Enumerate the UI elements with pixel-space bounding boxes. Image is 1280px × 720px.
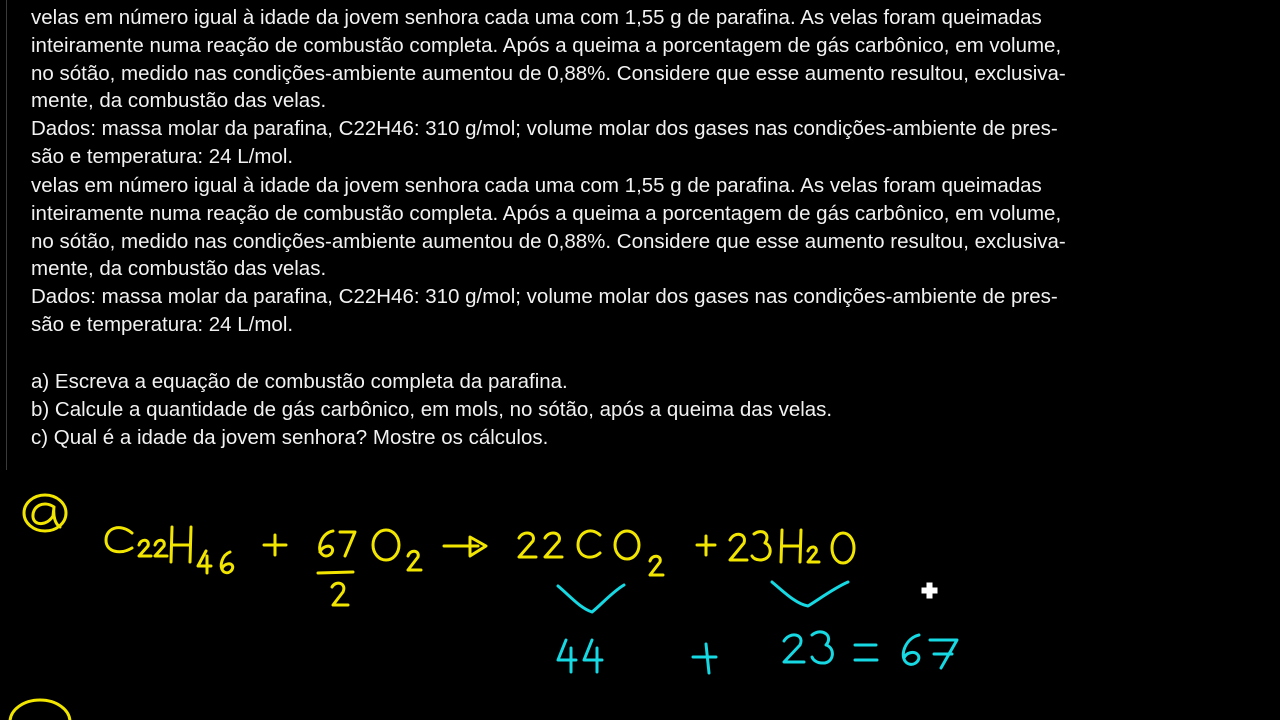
bracket-h2o [772, 582, 848, 606]
text-line: Dados: massa molar da parafina, C22H46: 310 g/mol; volume molar dos gases nas condições-ambiente de pres- [31, 117, 1058, 141]
text-line: mente, da combustão das velas. [31, 257, 327, 281]
handwritten-oxygen-term [318, 530, 421, 605]
text-line: são e temperatura: 24 L/mol. [31, 144, 294, 168]
question-b: b) Calcule a quantidade de gás carbônico, em mols, no sótão, após a queima das velas. [31, 397, 833, 421]
handwritten-label-a [24, 495, 66, 531]
bracket-co2 [558, 585, 624, 612]
text-line: mente, da combustão das velas. [31, 89, 327, 113]
text-line: Dados: massa molar da parafina, C22H46: 310 g/mol; volume molar dos gases nas condições-ambiente de pres- [31, 285, 1058, 309]
text-line: no sótão, medido nas condições-ambiente aumentou de 0,88%. Considere que esse aumento resultou, exclusiva- [31, 229, 1066, 253]
handwritten-label-b [10, 700, 70, 720]
handwritten-c22h46 [106, 527, 233, 573]
text-line: velas em número igual à idade da jovem senhora cada uma com 1,55 g de parafina. As velas foram queimadas [31, 174, 1042, 197]
handwritten-23h2o [697, 530, 854, 563]
handwritten-reaction-arrow [444, 537, 486, 556]
handwritten-22co2 [519, 531, 663, 575]
handwritten-sum [558, 632, 957, 673]
handwritten-plus [264, 535, 286, 555]
text-line: inteiramente numa reação de combustão completa. Após a queima a porcentagem de gás carbônico, em volume, [31, 201, 1062, 225]
question-a: a) Escreva a equação de combustão completa da parafina. [31, 370, 568, 393]
crosshair-cursor-icon [922, 583, 937, 598]
question-c: c) Qual é a idade da jovem senhora? Mostre os cálculos. [31, 425, 549, 449]
text-line: no sótão, medido nas condições-ambiente aumentou de 0,88%. Considere que esse aumento resultou, exclusiva- [31, 61, 1066, 85]
text-line: inteiramente numa reação de combustão completa. Após a queima a porcentagem de gás carbônico, em volume, [31, 33, 1062, 57]
text-line: são e temperatura: 24 L/mol. [31, 312, 294, 336]
text-line: velas em número igual à idade da jovem senhora cada uma com 1,55 g de parafina. As velas foram queimadas [31, 6, 1042, 29]
